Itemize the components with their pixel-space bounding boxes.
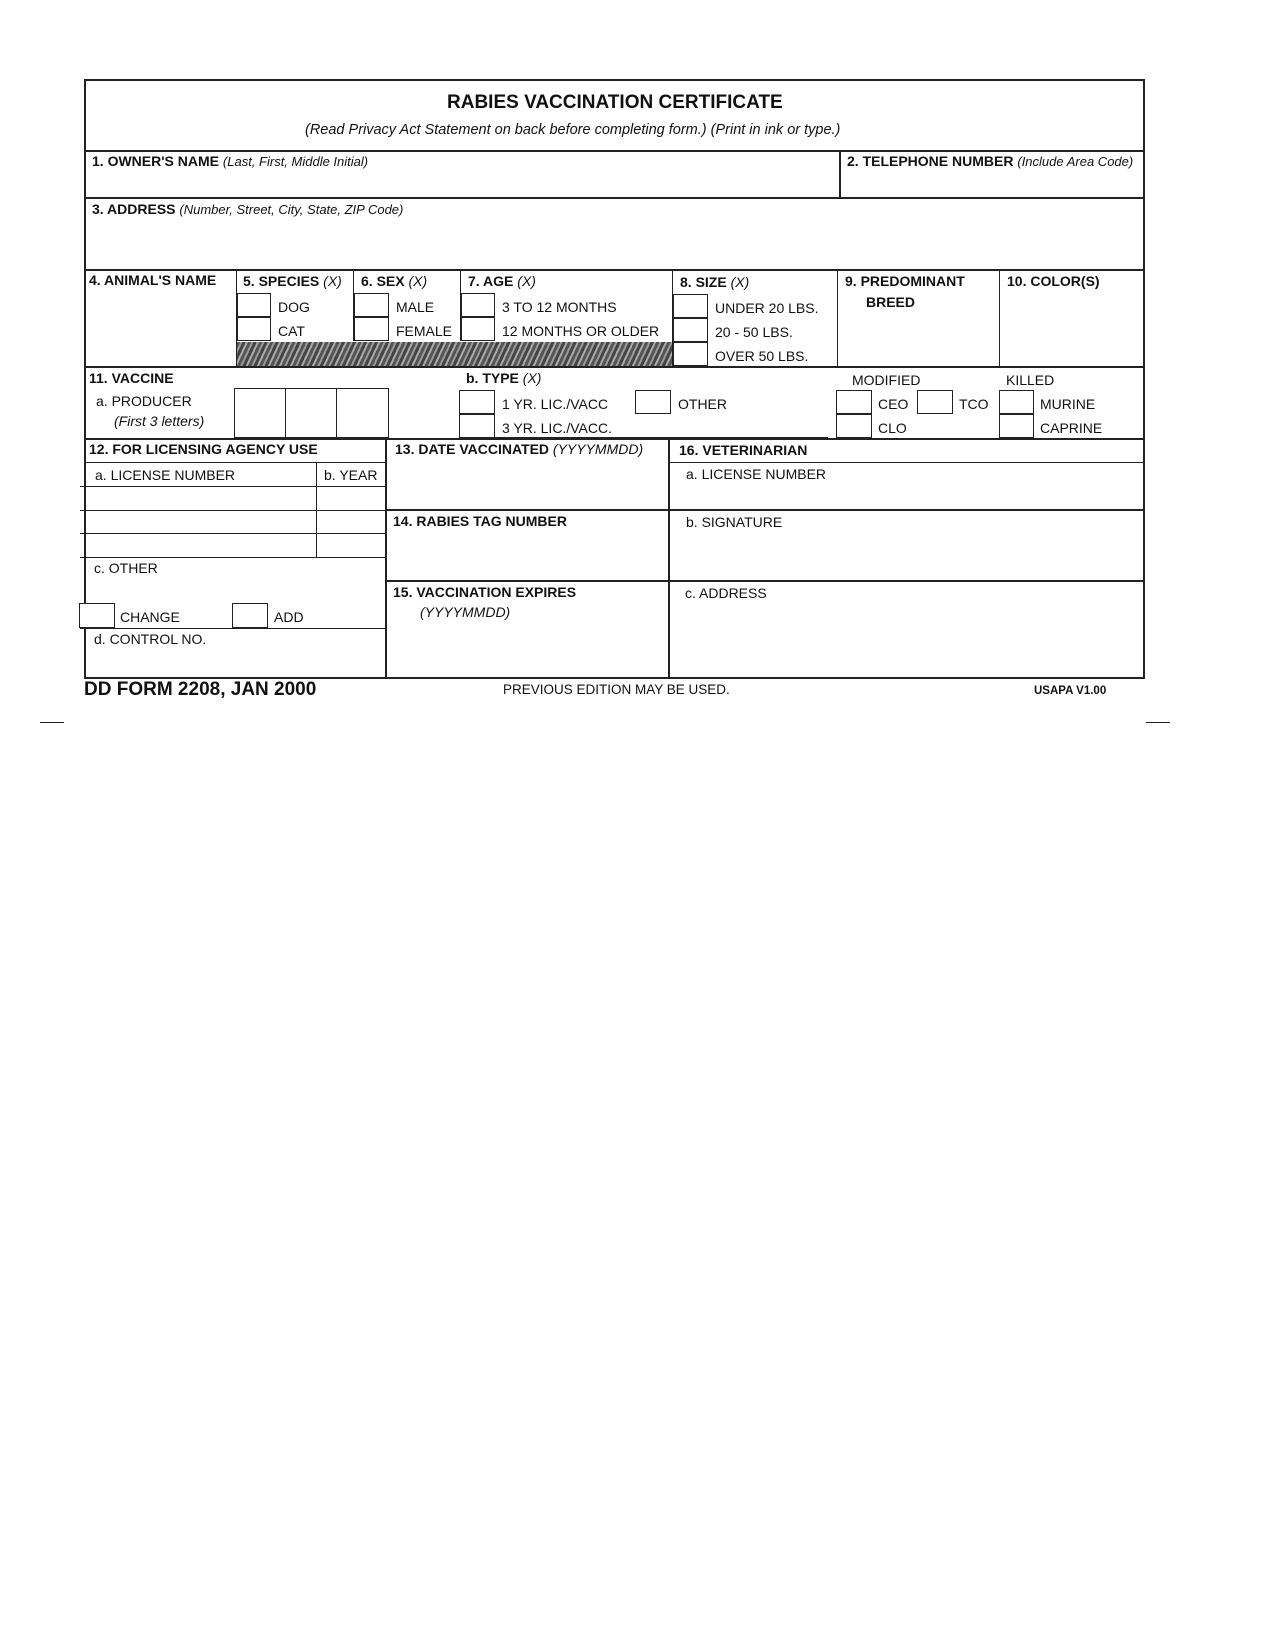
producer-letter-3[interactable]	[338, 390, 387, 436]
license-number-label: a. LICENSE NUMBER	[95, 467, 236, 483]
telephone-label: 2. TELEPHONE NUMBER (Include Area Code)	[847, 153, 1134, 169]
license-year-field-2[interactable]	[318, 512, 383, 532]
killed-caprine-checkbox[interactable]	[999, 414, 1034, 438]
rule-license-3	[80, 533, 385, 534]
animal-name-label: 4. ANIMAL'S NAME	[89, 272, 217, 288]
rule-license-2	[80, 510, 385, 511]
vaccination-expires-field[interactable]	[392, 624, 662, 674]
rule-row4	[84, 438, 1145, 440]
vaccine-type-label: b. TYPE (X)	[466, 370, 542, 386]
rule-row2	[84, 269, 1145, 271]
type-1yr-checkbox[interactable]	[459, 390, 495, 414]
size-20-50-label: 20 - 50 LBS.	[715, 324, 793, 340]
sex-female-checkbox[interactable]	[354, 317, 389, 341]
date-vaccinated-field[interactable]	[392, 462, 662, 506]
divider-9-10	[999, 269, 1000, 366]
divider-8-9	[837, 269, 838, 366]
producer-divider-1	[285, 388, 286, 438]
vet-license-field[interactable]	[675, 486, 1137, 506]
species-dog-checkbox[interactable]	[237, 293, 271, 317]
age-12-plus-months-checkbox[interactable]	[461, 317, 495, 341]
control-number-field[interactable]	[82, 650, 382, 674]
owner-name-field[interactable]	[92, 172, 832, 194]
owner-name-label: 1. OWNER'S NAME (Last, First, Middle Initial)	[92, 153, 369, 169]
modified-tco-checkbox[interactable]	[917, 390, 953, 414]
rule-license-1	[80, 486, 385, 487]
producer-divider-2	[336, 388, 337, 438]
fold-mark-right	[1146, 722, 1170, 723]
breed-label: 9. PREDOMINANT	[845, 273, 965, 289]
license-year-field-3[interactable]	[318, 535, 383, 555]
modified-ceo-label: CEO	[878, 396, 909, 412]
modified-clo-label: CLO	[878, 420, 907, 436]
license-year-field-1[interactable]	[318, 488, 383, 508]
type-1yr-label: 1 YR. LIC./VACC	[502, 396, 609, 412]
size-over-50-checkbox[interactable]	[673, 342, 708, 366]
sex-female-label: FEMALE	[396, 323, 453, 339]
killed-caprine-label: CAPRINE	[1040, 420, 1103, 436]
rule-control	[80, 628, 385, 629]
divider-12-13	[385, 438, 387, 679]
change-checkbox[interactable]	[79, 603, 115, 628]
animal-name-field[interactable]	[90, 292, 230, 362]
rabies-tag-label: 14. RABIES TAG NUMBER	[393, 513, 567, 529]
species-cat-label: CAT	[278, 323, 305, 339]
edition-note: PREVIOUS EDITION MAY BE USED.	[503, 682, 730, 697]
modified-tco-label: TCO	[959, 396, 989, 412]
address-field[interactable]	[92, 222, 1137, 266]
type-3yr-checkbox[interactable]	[459, 414, 495, 438]
killed-murine-checkbox[interactable]	[999, 390, 1034, 414]
vet-signature-label: b. SIGNATURE	[686, 514, 783, 530]
rule-14-15	[385, 580, 1145, 582]
type-other-label: OTHER	[678, 396, 727, 412]
divider-13-16	[668, 438, 670, 679]
rule-13-14	[385, 509, 1145, 511]
breed-label-line2: BREED	[866, 294, 916, 310]
size-under-20-checkbox[interactable]	[673, 294, 708, 318]
rule-section-12	[84, 462, 385, 463]
species-label: 5. SPECIES (X)	[243, 273, 342, 289]
age-3-12-months-label: 3 TO 12 MONTHS	[502, 299, 617, 315]
size-under-20-label: UNDER 20 LBS.	[715, 300, 819, 316]
killed-murine-label: MURINE	[1040, 396, 1096, 412]
change-label: CHANGE	[120, 609, 180, 625]
sex-label: 6. SEX (X)	[361, 273, 428, 289]
add-checkbox[interactable]	[232, 603, 268, 628]
address-label: 3. ADDRESS (Number, Street, City, State, ZIP Code)	[92, 201, 404, 217]
vet-address-field[interactable]	[675, 605, 1137, 675]
vet-signature-field[interactable]	[675, 534, 1137, 577]
shaded-area	[237, 342, 672, 366]
type-other-checkbox[interactable]	[635, 390, 671, 414]
modified-clo-checkbox[interactable]	[836, 414, 872, 438]
species-cat-checkbox[interactable]	[237, 317, 271, 341]
rule-row1	[84, 197, 1145, 199]
version-label: USAPA V1.00	[1034, 685, 1107, 697]
age-3-12-months-checkbox[interactable]	[461, 293, 495, 317]
colors-field[interactable]	[1005, 294, 1139, 362]
colors-label: 10. COLOR(S)	[1007, 273, 1100, 289]
killed-label: KILLED	[1006, 372, 1055, 388]
rule-license-4	[80, 557, 385, 558]
sex-male-checkbox[interactable]	[354, 293, 389, 317]
year-label: b. YEAR	[324, 467, 378, 483]
producer-letter-1[interactable]	[236, 390, 284, 436]
producer-hint: (First 3 letters)	[114, 413, 205, 429]
veterinarian-label: 16. VETERINARIAN	[679, 442, 808, 458]
type-3yr-label: 3 YR. LIC./VACC.	[502, 420, 612, 436]
rule-row3	[84, 366, 1145, 368]
rule-header	[84, 150, 1145, 152]
breed-field[interactable]	[843, 314, 993, 362]
license-number-field-3[interactable]	[82, 535, 314, 555]
form-title: RABIES VACCINATION CERTIFICATE	[447, 92, 783, 113]
species-dog-label: DOG	[278, 299, 310, 315]
other-label: c. OTHER	[94, 560, 158, 576]
modified-ceo-checkbox[interactable]	[836, 390, 872, 414]
vet-license-label: a. LICENSE NUMBER	[686, 466, 827, 482]
producer-letter-2[interactable]	[287, 390, 335, 436]
sex-male-label: MALE	[396, 299, 435, 315]
type-underline	[495, 437, 828, 438]
licensing-agency-label: 12. FOR LICENSING AGENCY USE	[89, 441, 318, 457]
size-20-50-checkbox[interactable]	[673, 318, 708, 342]
telephone-field[interactable]	[847, 172, 1137, 194]
vaccination-expires-hint: (YYYYMMDD)	[420, 604, 511, 620]
license-number-field-2[interactable]	[82, 512, 314, 532]
vaccination-expires-label: 15. VACCINATION EXPIRES	[393, 584, 577, 600]
age-label: 7. AGE (X)	[468, 273, 536, 289]
divider-owner-phone	[839, 150, 841, 197]
control-number-label: d. CONTROL NO.	[94, 631, 207, 647]
modified-label: MODIFIED	[852, 372, 921, 388]
rule-section-16	[668, 462, 1145, 463]
vet-address-label: c. ADDRESS	[685, 585, 767, 601]
producer-label: a. PRODUCER	[96, 393, 192, 409]
form-subtitle: (Read Privacy Act Statement on back before completing form.) (Print in ink or type.)	[305, 122, 841, 138]
add-label: ADD	[274, 609, 304, 625]
vaccine-label: 11. VACCINE	[89, 370, 174, 386]
form-number: DD FORM 2208, JAN 2000	[84, 679, 317, 700]
size-label: 8. SIZE (X)	[680, 274, 750, 290]
age-12-plus-months-label: 12 MONTHS OR OLDER	[502, 323, 660, 339]
rabies-tag-field[interactable]	[392, 533, 662, 577]
fold-mark-left	[40, 722, 64, 723]
license-number-field-1[interactable]	[82, 488, 314, 508]
date-vaccinated-label: 13. DATE VACCINATED (YYYYMMDD)	[395, 441, 644, 457]
size-over-50-label: OVER 50 LBS.	[715, 348, 809, 364]
